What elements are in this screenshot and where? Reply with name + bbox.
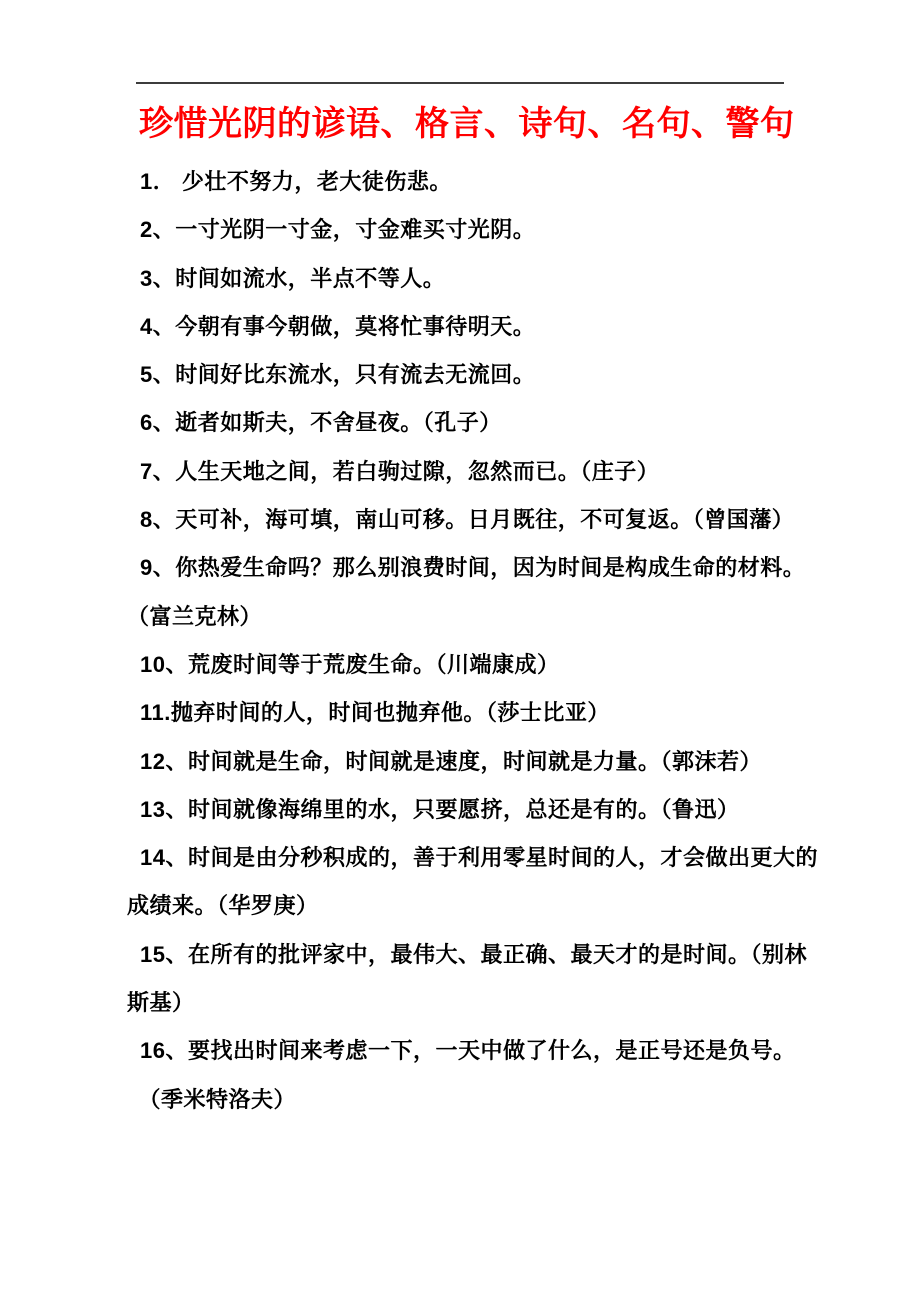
quote-item-9: 9、你热爱生命吗？那么别浪费时间，因为时间是构成生命的材料。 <box>140 555 806 581</box>
quote-item-3: 3、时间如流水，半点不等人。 <box>140 265 446 291</box>
quote-item-11: 11.抛弃时间的人，时间也抛弃他。（莎士比亚） <box>140 700 610 726</box>
quote-item-10: 10、荒废时间等于荒废生命。（川端康成） <box>140 651 560 677</box>
quote-item-12: 12、时间就是生命，时间就是速度，时间就是力量。（郭沫若） <box>140 748 762 774</box>
quote-item-14-cont: 成绩来。（华罗庚） <box>127 893 319 919</box>
document-title: 珍惜光阴的谚语、格言、诗句、名句、警句 <box>139 105 795 143</box>
quote-item-15: 15、在所有的批评家中，最伟大、最正确、最天才的是时间。（别林 <box>140 941 807 967</box>
quote-item-8: 8、天可补，海可填，南山可移。日月既往，不可复返。（曾国藩） <box>140 507 795 533</box>
horizontal-rule <box>136 82 784 84</box>
quote-item-6: 6、逝者如斯夫，不舍昼夜。（孔子） <box>140 410 502 436</box>
quote-item-16: 16、要找出时间来考虑一下，一天中做了什么，是正号还是负号。 <box>140 1038 796 1064</box>
quote-item-15-cont: 斯基） <box>127 990 195 1016</box>
quote-item-5: 5、时间好比东流水，只有流去无流回。 <box>140 362 536 388</box>
quote-item-7: 7、人生天地之间，若白驹过隙，忽然而已。（庄子） <box>140 458 660 484</box>
quote-item-2: 2、一寸光阴一寸金，寸金难买寸光阴。 <box>140 217 536 243</box>
quote-item-16-cont: （季米特洛夫） <box>127 1086 297 1112</box>
quote-list <box>127 158 860 1124</box>
quote-item-14: 14、时间是由分秒积成的，善于利用零星时间的人，才会做出更大的 <box>140 845 818 871</box>
quote-item-4: 4、今朝有事今朝做，莫将忙事待明天。 <box>140 313 536 339</box>
quote-item-13: 13、时间就像海绵里的水，只要愿挤，总还是有的。（鲁迅） <box>140 796 740 822</box>
quote-item-1: 1． 少壮不努力，老大徒伤悲。 <box>140 169 452 194</box>
quote-item-9-cont: （富兰克林） <box>127 603 263 629</box>
